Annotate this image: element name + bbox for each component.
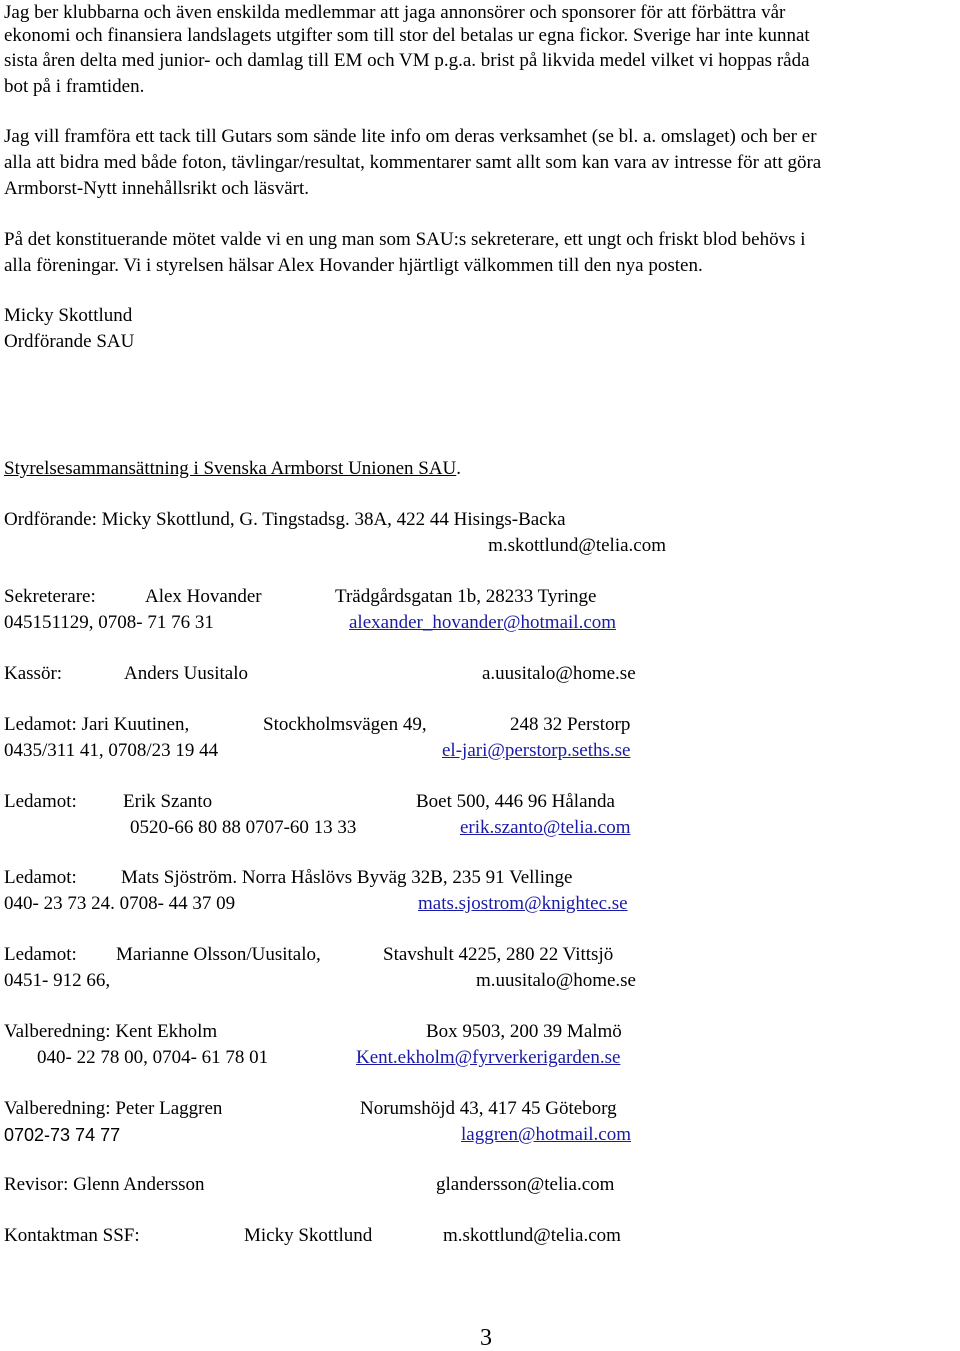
board-heading-suffix: . [456,458,462,479]
intro-line-3: sista åren delta med junior- och damlag till EM och VM p.g.a. brist på likvida medel vilket vi hoppas råda [4,50,810,71]
member4-email: m.uusitalo@home.se [476,970,636,991]
secretary-role: Sekreterare: [4,586,96,607]
member4-name: Marianne Olsson/Uusitalo, [116,944,321,965]
member2-address: Boet 500, 446 96 Hålanda [416,791,615,812]
secretary-email-link[interactable]: alexander_hovander@hotmail.com [349,612,617,633]
meeting-line-1: På det konstituerande mötet valde vi en ung man som SAU:s sekreterare, ett ungt och friskt blod behövs i [4,229,806,250]
chair-line: Ordförande: Micky Skottlund, G. Tingstadsg. 38A, 422 44 Hisings-Backa [4,509,566,530]
contact-name: Micky Skottlund [244,1225,373,1246]
member1-phones: 0435/311 41, 0708/23 19 44 [4,740,219,761]
contact-role: Kontaktman SSF: [4,1225,140,1246]
member3-role: Ledamot: [4,867,77,888]
nomination2-address: Norumshöjd 43, 417 45 Göteborg [360,1098,617,1119]
chair-email: m.skottlund@telia.com [488,535,666,556]
thanks-line-2: alla att bidra med både foton, tävlingar/resultat, kommentarer samt allt som kan vara av intresse för att göra [4,152,822,173]
meeting-line-2: alla föreningar. Vi i styrelsen hälsar Alex Hovander hjärtligt välkommen till den nya posten. [4,255,703,276]
member2-phones: 0520-66 80 88 0707-60 13 33 [130,817,357,838]
page-number: 3 [480,1325,492,1351]
member3-phones: 040- 23 73 24. 0708- 44 37 09 [4,893,236,914]
nomination2-email-link[interactable]: laggren@hotmail.com [461,1124,631,1145]
nomination2-line: Valberedning: Peter Laggren [4,1098,223,1119]
secretary-phones: 045151129, 0708- 71 76 31 [4,612,214,633]
member2-role: Ledamot: [4,791,77,812]
intro-line-1: Jag ber klubbarna och även enskilda medlemmar att jaga annonsörer och sponsorer för att förbättra vår [4,2,786,23]
treasurer-name: Anders Uusitalo [124,663,249,684]
auditor-email: glandersson@telia.com [436,1174,615,1195]
treasurer-role: Kassör: [4,663,63,684]
signature-name: Micky Skottlund [4,305,133,326]
nomination1-email-link[interactable]: Kent.ekholm@fyrverkerigarden.se [356,1047,621,1068]
treasurer-email: a.uusitalo@home.se [482,663,636,684]
member3-name-address: Mats Sjöström. Norra Håslövs Byväg 32B, 235 91 Vellinge [121,867,573,888]
secretary-address: Trädgårdsgatan 1b, 28233 Tyringe [335,586,597,607]
member1-line: Ledamot: Jari Kuutinen, [4,714,190,735]
thanks-line-3: Armborst-Nytt innehållsrikt och läsvärt. [4,178,309,199]
member3-email-link[interactable]: mats.sjostrom@knightec.se [418,893,628,914]
board-heading-text: Styrelsesammansättning i Svenska Armborst Unionen SAU [4,458,457,479]
nomination1-address: Box 9503, 200 39 Malmö [426,1021,622,1042]
intro-line-4: bot på i framtiden. [4,76,145,97]
contact-email: m.skottlund@telia.com [443,1225,621,1246]
member4-role: Ledamot: [4,944,77,965]
signature-title: Ordförande SAU [4,331,135,352]
auditor-line: Revisor: Glenn Andersson [4,1174,205,1195]
member2-name: Erik Szanto [123,791,213,812]
member1-street: Stockholmsvägen 49, [263,714,427,735]
secretary-name: Alex Hovander [145,586,262,607]
intro-line-2: ekonomi och finansiera landslagets utgifter som till stor del betalas ur egna fickor. Sverige har inte kunnat [4,25,810,46]
board-heading [4,456,461,482]
member4-phones: 0451- 912 66, [4,970,111,991]
member4-address: Stavshult 4225, 280 22 Vittsjö [383,944,614,965]
nomination1-line: Valberedning: Kent Ekholm [4,1021,218,1042]
member1-city: 248 32 Perstorp [510,714,631,735]
member2-email-link[interactable]: erik.szanto@telia.com [460,817,631,838]
nomination2-phone: 0702-73 74 77 [4,1125,121,1145]
member1-email-link[interactable]: el-jari@perstorp.seths.se [442,740,631,761]
nomination1-phones: 040- 22 78 00, 0704- 61 78 01 [37,1047,269,1068]
thanks-line-1: Jag vill framföra ett tack till Gutars som sände lite info om deras verksamhet (se bl. a. omslaget) och ber er [4,126,817,147]
